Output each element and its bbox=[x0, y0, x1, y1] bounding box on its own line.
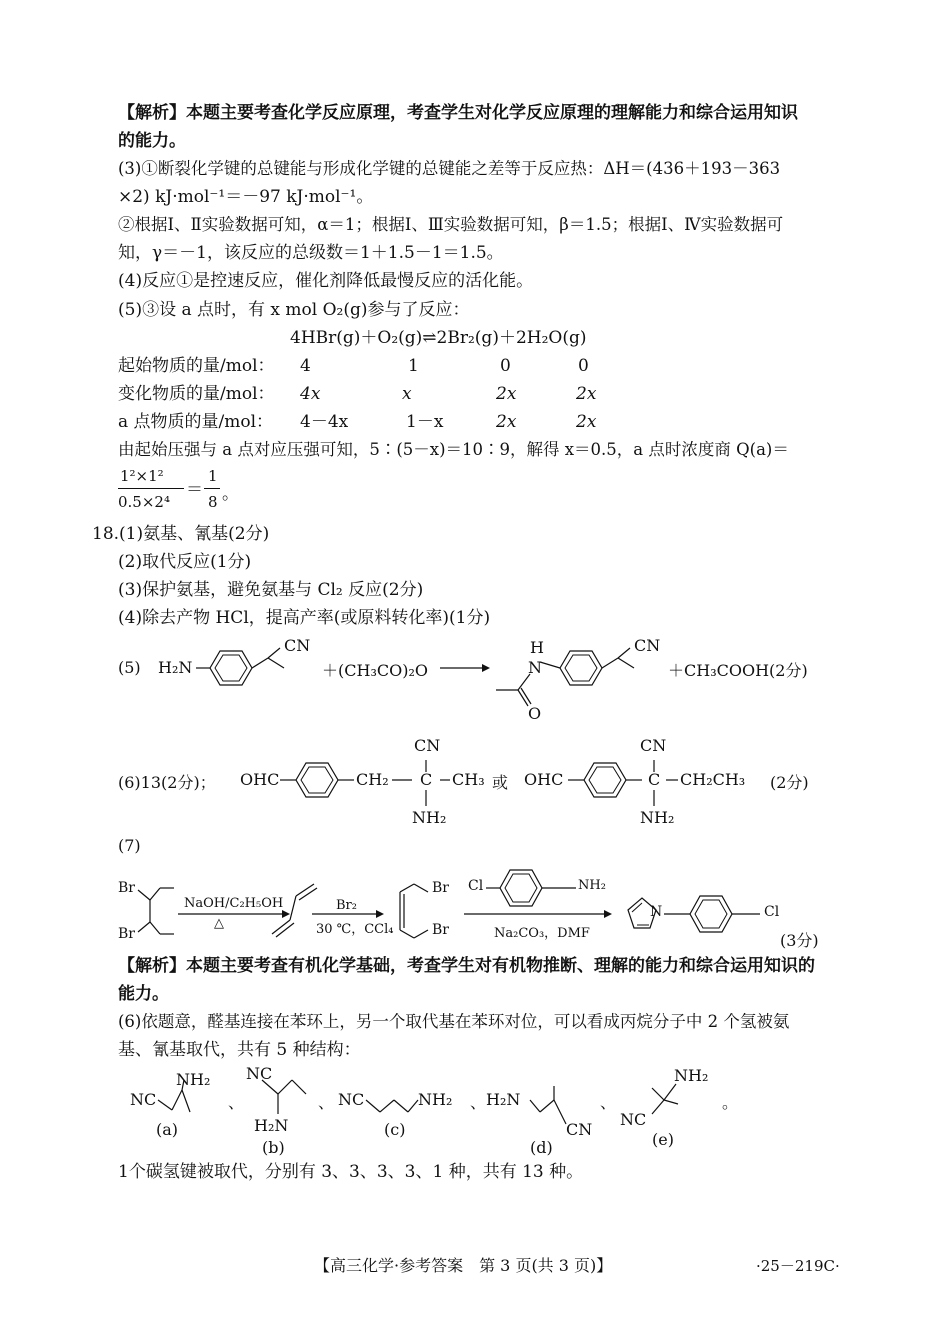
q18-1: 18.(1)氨基、氰基(2分) bbox=[92, 524, 270, 544]
q18-6-conclusion: 1个碳氢键被取代，分别有 3、3、3、3、1 种，共有 13 种。 bbox=[118, 1162, 584, 1182]
isomer-c-nh2: NH₂ bbox=[418, 1090, 453, 1109]
sep-4: 、 bbox=[600, 1093, 617, 1112]
q7-reagent1-bottom: △ bbox=[214, 916, 224, 931]
analysis-17: 【解析】本题主要考查化学反应原理，考查学生对化学反应原理的理解能力和综合运用知识 bbox=[118, 103, 798, 123]
row-cell: 2x bbox=[576, 412, 597, 432]
q5-reagent: ＋(CH₃CO)₂O bbox=[322, 661, 428, 680]
q17-3-line4: 知，γ＝－1，该反应的总级数＝1＋1.5－1＝1.5。 bbox=[118, 243, 504, 263]
q7-br-2: Br bbox=[118, 926, 135, 942]
q6-nh2-2: NH₂ bbox=[640, 808, 675, 827]
q5-n: N bbox=[528, 658, 542, 677]
q7-prefix: (7) bbox=[118, 836, 141, 855]
isomer-a-nc: NC bbox=[130, 1090, 157, 1109]
isomer-b-nc: NC bbox=[246, 1064, 273, 1083]
sep-2: 、 bbox=[318, 1093, 335, 1112]
q7-nh2-reagent: NH₂ bbox=[578, 878, 606, 893]
analysis-17-cont: 的能力。 bbox=[118, 131, 186, 151]
q18-6-explain-1: (6)依题意，醛基连接在苯环上，另一个取代基在苯环对位，可以看成丙烷分子中 2 个氢被氨 bbox=[118, 1012, 790, 1031]
q5-h2n: H₂N bbox=[158, 658, 193, 677]
isomer-d-h2n: H₂N bbox=[486, 1090, 521, 1109]
q18-3: (3)保护氨基，避免氨基与 Cl₂ 反应(2分) bbox=[118, 580, 424, 600]
row-cell: 1－x bbox=[406, 412, 444, 432]
q5-o: O bbox=[528, 704, 542, 723]
isomer-c-nc: NC bbox=[338, 1090, 365, 1109]
q6-ch3: CH₃ bbox=[452, 770, 485, 789]
isomer-d-label: (d) bbox=[530, 1138, 553, 1157]
isomer-e-nc: NC bbox=[620, 1110, 647, 1129]
q6-prefix: (6)13(2分)； bbox=[118, 773, 216, 792]
q6-cn-1: CN bbox=[414, 736, 441, 755]
pressure-line: 由起始压强与 a 点对应压强可知，5∶(5－x)＝10∶9，解得 x＝0.5，a 点时浓度商 Q(a)＝ bbox=[118, 440, 789, 459]
q6-ch2ch3: CH₂CH₃ bbox=[680, 770, 746, 789]
q7-reagent2-bottom: 30 ℃，CCl₄ bbox=[316, 922, 394, 937]
analysis-18-cont: 能力。 bbox=[118, 984, 169, 1004]
q6-ch2: CH₂ bbox=[356, 770, 389, 789]
frac-numerator: 1²×1² bbox=[120, 467, 164, 485]
q7-reagent2-top: Br₂ bbox=[336, 898, 357, 913]
q17-3-line3: ②根据Ⅰ、Ⅱ实验数据可知，α＝1；根据Ⅰ、Ⅲ实验数据可知，β＝1.5；根据Ⅰ、Ⅳ实验数据可 bbox=[118, 215, 784, 234]
q5-cn1: CN bbox=[284, 636, 311, 655]
row-cell: 2x bbox=[496, 384, 517, 404]
q7-cl-reagent: Cl bbox=[468, 878, 484, 894]
q7-cl: Cl bbox=[764, 904, 780, 920]
row-cell: 4 bbox=[300, 356, 311, 376]
q7-score: (3分) bbox=[780, 931, 819, 950]
q5-prefix: (5) bbox=[118, 658, 141, 677]
row-cell: 1 bbox=[408, 356, 419, 376]
isomer-b-label: (b) bbox=[262, 1138, 285, 1157]
frac2-numerator: 1 bbox=[208, 467, 218, 485]
footer-right: ·25－219C· bbox=[756, 1257, 840, 1275]
q18-2: (2)取代反应(1分) bbox=[118, 552, 252, 572]
q6-nh2-1: NH₂ bbox=[412, 808, 447, 827]
row-cell: 0 bbox=[500, 356, 511, 376]
q17-4-line: (4)反应①是控速反应，催化剂降低最慢反应的活化能。 bbox=[118, 271, 534, 291]
row-label: 变化物质的量/mol： bbox=[118, 384, 275, 404]
q17-3-line1: (3)①断裂化学键的总键能与形成化学键的总键能之差等于反应热：ΔH＝(436＋193－363 bbox=[118, 159, 781, 178]
row-cell: 2x bbox=[496, 412, 517, 432]
q18-6-explain-2: 基、氰基取代，共有 5 种结构： bbox=[118, 1040, 361, 1060]
q6-c-2: C bbox=[648, 770, 661, 789]
isomer-e-label: (e) bbox=[652, 1130, 674, 1149]
isomer-b-h2n: H₂N bbox=[254, 1116, 289, 1135]
frac2-denominator: 8 bbox=[208, 493, 218, 511]
footer-center: 【高三化学·参考答案 第 3 页(共 3 页)】 bbox=[314, 1256, 613, 1275]
frac-tail: 。 bbox=[222, 484, 239, 504]
q5-tail: ＋CH₃COOH(2分) bbox=[668, 661, 808, 680]
isomer-d-cn: CN bbox=[566, 1120, 593, 1139]
isomer-a-nh2: NH₂ bbox=[176, 1070, 211, 1089]
q7-n: N bbox=[650, 904, 663, 920]
q7-br-1: Br bbox=[118, 880, 135, 896]
q7-reagent3-bottom: Na₂CO₃，DMF bbox=[494, 926, 590, 941]
isomer-end: 。 bbox=[722, 1093, 739, 1112]
row-label: a 点物质的量/mol： bbox=[118, 412, 274, 432]
q6-c-1: C bbox=[420, 770, 433, 789]
frac-denominator: 0.5×2⁴ bbox=[118, 493, 170, 511]
q7-reagent1-top: NaOH/C₂H₅OH bbox=[184, 896, 284, 911]
row-cell: 4－4x bbox=[300, 412, 349, 432]
q7-br-4: Br bbox=[432, 922, 449, 938]
row-cell: 2x bbox=[576, 384, 597, 404]
q6-or: 或 bbox=[492, 773, 509, 792]
isomer-a-label: (a) bbox=[156, 1120, 179, 1139]
sep-1: 、 bbox=[228, 1093, 245, 1112]
equals-sign: ＝ bbox=[186, 480, 203, 500]
row-cell: x bbox=[402, 384, 412, 404]
q6-score: (2分) bbox=[770, 773, 809, 792]
q6-ohc-2: OHC bbox=[524, 770, 564, 789]
row-label: 起始物质的量/mol： bbox=[118, 356, 275, 376]
row-cell: 4x bbox=[300, 384, 321, 404]
q6-ohc-1: OHC bbox=[240, 770, 280, 789]
isomer-c-label: (c) bbox=[384, 1120, 406, 1139]
sep-3: 、 bbox=[470, 1093, 487, 1112]
row-cell: 0 bbox=[578, 356, 589, 376]
analysis-18: 【解析】本题主要考查有机化学基础，考查学生对有机物推断、理解的能力和综合运用知识的 bbox=[118, 956, 815, 976]
q17-5-line: (5)③设 a 点时，有 x mol O₂(g)参与了反应： bbox=[118, 300, 470, 320]
q7-br-3: Br bbox=[432, 880, 449, 896]
q18-4: (4)除去产物 HCl，提高产率(或原料转化率)(1分) bbox=[118, 608, 491, 628]
q17-3-line2: ×2) kJ·mol⁻¹＝－97 kJ·mol⁻¹。 bbox=[118, 187, 374, 207]
q5-cn2: CN bbox=[634, 636, 661, 655]
reaction-equation: 4HBr(g)＋O₂(g)⇌2Br₂(g)＋2H₂O(g) bbox=[290, 328, 587, 348]
q6-cn-2: CN bbox=[640, 736, 667, 755]
q5-h: H bbox=[530, 638, 544, 657]
isomer-e-nh2: NH₂ bbox=[674, 1066, 709, 1085]
